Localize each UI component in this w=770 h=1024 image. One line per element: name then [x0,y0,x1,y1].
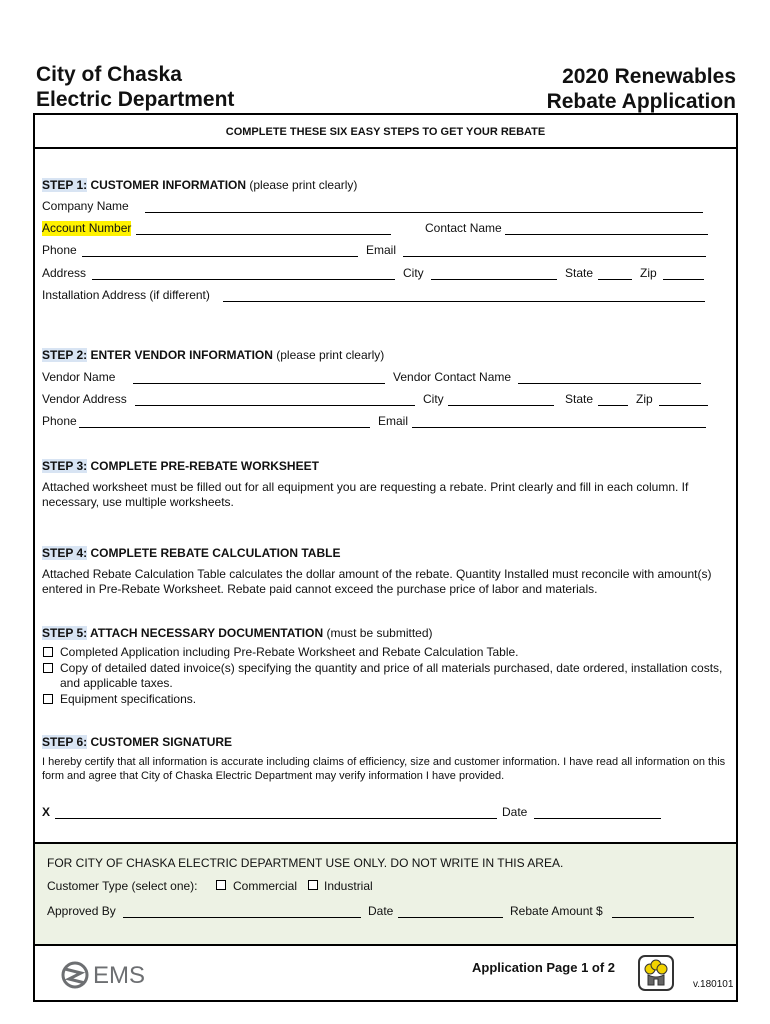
certification-text: I hereby certify that all information is accurate including claims of efficiency, size and customer information. I have read all information on this form and agree that City of Chaska Electric Department may verify information I have provided. [42,756,726,782]
ems-logo-mark-icon [59,955,159,995]
office-use-panel [35,842,736,946]
contact-name-field[interactable] [505,234,708,235]
vendor-state-label: State [565,392,594,406]
phone-field[interactable] [82,256,358,257]
chaska-seal-logo [638,955,674,991]
office-use-heading: FOR CITY OF CHASKA ELECTRIC DEPARTMENT USE ONLY. DO NOT WRITE IN THIS AREA. [47,856,564,870]
vendor-phone-label: Phone [42,414,77,428]
rebate-amount-label: Rebate Amount $ [510,904,603,918]
email-label: Email [366,243,397,257]
commercial-label: Commercial [233,879,298,893]
step4-heading [42,546,340,561]
org-name-line1: City of Chaska [36,63,182,86]
vendor-name-field[interactable] [133,383,385,384]
step6-title: CUSTOMER SIGNATURE [87,735,233,749]
address-field[interactable] [92,279,395,280]
document-title [547,64,736,114]
step5-label: STEP 5: [42,626,88,640]
commercial-checkbox[interactable] [216,880,226,890]
step4-label: STEP 4: [42,546,88,560]
step2-title: ENTER VENDOR INFORMATION [87,348,273,362]
ems-logo [59,955,159,995]
city-field[interactable] [431,279,557,280]
vendor-city-field[interactable] [448,405,554,406]
account-number-field[interactable] [136,234,391,235]
state-label: State [565,266,594,280]
state-field[interactable] [598,279,632,280]
account-number-label: Account Number [42,221,132,235]
vendor-email-field[interactable] [412,427,706,428]
step1-note: (please print clearly) [246,178,358,192]
doc-invoice-label: Copy of detailed dated invoice(s) specifying the quantity and price of all materials purchased, date ordered, installation costs, and applicable taxes. [60,661,723,690]
approved-by-field[interactable] [123,917,361,918]
vendor-contact-field[interactable] [518,383,701,384]
chaska-seal-icon [638,955,674,991]
doc-application-label: Completed Application including Pre-Rebate Worksheet and Rebate Calculation Table. [60,645,519,659]
approval-date-field[interactable] [398,917,503,918]
vendor-zip-label: Zip [636,392,653,406]
step6-label: STEP 6: [42,735,88,749]
org-name [36,62,234,112]
industrial-label: Industrial [324,879,373,893]
ems-logo-text: EMS [93,962,146,989]
industrial-checkbox[interactable] [308,880,318,890]
step4-instructions: Attached Rebate Calculation Table calculates the dollar amount of the rebate. Quantity Installed must reconcile with amount(s) entered in Pre-Rebate Worksheet. Rebate paid cannot exceed the purchase price of labor and materials. [42,567,712,596]
vendor-phone-field[interactable] [79,427,370,428]
city-label: City [403,266,424,280]
step2-heading [42,348,384,363]
step2-note: (please print clearly) [272,348,385,362]
vendor-city-label: City [423,392,444,406]
zip-field[interactable] [663,279,704,280]
step5-note: (must be submitted) [323,626,433,640]
approval-date-label: Date [368,904,394,918]
doc-specs-label: Equipment specifications. [60,692,197,706]
phone-label: Phone [42,243,77,257]
step1-title: CUSTOMER INFORMATION [87,178,247,192]
customer-type-label: Customer Type (select one): [47,879,198,893]
step6-heading [42,735,232,750]
signature-x-label: X [42,805,51,819]
vendor-contact-label: Vendor Contact Name [393,370,512,384]
company-name-field[interactable] [145,212,703,213]
step5-heading [42,626,433,641]
step4-title: COMPLETE REBATE CALCULATION TABLE [87,546,341,560]
step3-label: STEP 3: [42,459,88,473]
form-frame [33,113,738,1002]
vendor-name-label: Vendor Name [42,370,116,384]
email-field[interactable] [403,256,706,257]
step3-instructions: Attached worksheet must be filled out for all equipment you are requesting a rebate. Print clearly and fill in each column. If necessary, use multiple worksheets. [42,480,689,509]
document-title-line1: 2020 Renewables [562,65,736,88]
step3-title: COMPLETE PRE-REBATE WORKSHEET [87,459,319,473]
vendor-address-field[interactable] [135,405,415,406]
doc-invoice-checkbox[interactable] [43,663,53,673]
signature-field[interactable] [55,818,497,819]
document-title-line2: Rebate Application [546,90,736,113]
step1-heading [42,178,357,193]
vendor-state-field[interactable] [598,405,628,406]
steps-banner: COMPLETE THESE SIX EASY STEPS TO GET YOUR REBATE [35,115,736,149]
step2-label: STEP 2: [42,348,88,362]
doc-specs-checkbox[interactable] [43,694,53,704]
address-label: Address [42,266,87,280]
company-name-label: Company Name [42,199,129,213]
version-label: v.180101 [693,979,734,990]
step3-heading [42,459,319,474]
page-number: Application Page 1 of 2 [472,960,616,975]
doc-application-checkbox[interactable] [43,647,53,657]
vendor-zip-field[interactable] [659,405,708,406]
installation-address-label: Installation Address (if different) [42,288,210,302]
vendor-address-label: Vendor Address [42,392,127,406]
org-name-line2: Electric Department [36,88,235,111]
step1-label: STEP 1: [42,178,88,192]
signature-date-field[interactable] [534,818,661,819]
rebate-amount-field[interactable] [612,917,694,918]
contact-name-label: Contact Name [425,221,502,235]
installation-address-field[interactable] [223,301,705,302]
step5-title: ATTACH NECESSARY DOCUMENTATION [87,626,324,640]
signature-date-label: Date [502,805,528,819]
approved-by-label: Approved By [47,904,116,918]
zip-label: Zip [640,266,657,280]
vendor-email-label: Email [378,414,409,428]
